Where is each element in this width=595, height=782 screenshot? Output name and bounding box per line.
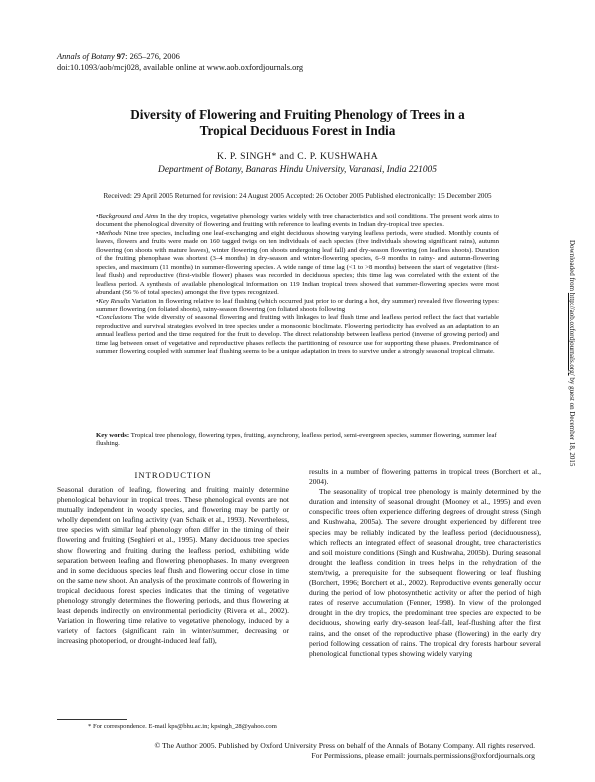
- paper-title: [60, 107, 535, 139]
- intro-right-paragraph-2: The seasonality of tropical tree phenology is mainly determined by the duration and intensity of seasonal drought (Mooney et al., 1995) and even conspecific trees often experience differing degrees of drought stress (Singh and Kushwaha, 2005a). The severe drought experienced by different tree species may be reliably indicated by the leafless period (deciduousness), which reflects an integrated effect of seasonal drought, tree characteristics and soil moisture conditions (Singh and Kushwaha, 2005b). During seasonal drought the leafless condition in trees helps in the rehydration of the stem/twig, a prerequisite for the subsequent flowering or leaf flushing (Borchert, 1996; Borchert et al., 2002). Reproductive events generally occur during the period of low photosynthetic activity or after the period of high rates of reserve accumulation (Fenner, 1998). In view of the prolonged drought in the dry tropics, the predominant tree species are expected to be deciduous, showing early dry-season leaf-fall, leaf-flushing after the first rains, and the onset of the reproductive phase (flowering) in the early dry period following cessation of rains. The tropical dry forests harbour several phenological functional types showing widely varying: [309, 487, 541, 658]
- section-heading-introduction: INTRODUCTION: [134, 470, 212, 480]
- abstract-conclusions-label: •Conclusions: [96, 314, 132, 322]
- intro-right-column: [309, 467, 541, 659]
- title-line-2: Tropical Deciduous Forest in India: [199, 123, 396, 138]
- authors: K. P. SINGH* and C. P. KUSHWAHA: [216, 151, 379, 162]
- abstract-conclusions: [96, 314, 499, 356]
- download-watermark: [568, 240, 576, 540]
- keywords-text: Tropical tree phenology, flowering types, fruiting, asynchrony, leafless period, semi-evergreen species, summer flowering, summer leaf flushing.: [96, 432, 497, 448]
- abstract: [96, 213, 499, 357]
- correspondence-footnote: * For correspondence. E-mail kps@bhu.ac.in; kpsingh_28@yahoo.com: [88, 723, 277, 730]
- journal-volume: 97: [116, 52, 126, 61]
- title-line-1: Diversity of Flowering and Fruiting Phenology of Trees in a: [130, 107, 465, 122]
- keywords: [96, 432, 499, 449]
- abstract-results-label: •Key Results: [96, 297, 131, 305]
- copyright-line-2: For Permissions, please email: journals.permissions@oxfordjournals.org: [311, 751, 535, 760]
- abstract-methods: [96, 230, 499, 298]
- keywords-label: Key words:: [96, 432, 130, 439]
- doi-line[interactable]: doi:10.1093/aob/mcj028, available online at www.aob.oxfordjournals.org: [57, 62, 304, 72]
- abstract-background-label: •Background and Aims: [96, 213, 159, 220]
- download-suffix: by guest on December 18, 2015: [568, 375, 576, 467]
- journal-name: Annals of Botany: [57, 52, 115, 61]
- abstract-results-text: Variation in flowering relative to leaf flushing (which occurred just prior to or during a hot, dry summer) revealed five flowering types: summer flowering (on foliated shoots), rainy-season flowering (on foliated shoots following: [96, 297, 499, 313]
- abstract-methods-text: Nine tree species, including one leaf-exchanging and eight deciduous showing varying leafless periods, were studied. Monthly counts of leaves, flowers and fruits were made on 160 tagged twigs on ten individuals of each species (five individuals showing significant rains), autumn flowering (on shoots with mature leaves), winter flowering (on shoots undergoing leaf fall) and dry-season flowering (on leafless shoots). Duration of the fruiting phenophase was shortest (3–4 months) in dry-season and winter-flowering species, 6–9 months in rainy- and autumn-flowering species, and maximum (11 months) in summer-flowering species. A wide range of time lag (<1 to >8 months) between the start of vegetative (first-leaf flush) and reproductive (first-visible flower) phases was recorded in deciduous species; this time lag was correlated with the extent of the leafless period. A synthesis of available phenological information on 119 Indian tropical trees showed that summer-flowering species were most abundant (56 % of total species) amongst the five types recognized.: [96, 229, 499, 297]
- affiliation: Department of Botany, Banaras Hindu University, Varanasi, India 221005: [158, 165, 437, 175]
- copyright-notice: [57, 741, 535, 761]
- intro-right-paragraph-1: results in a number of flowering patterns in tropical trees (Borchert et al., 2004).: [309, 467, 541, 487]
- copyright-line-1: © The Author 2005. Published by Oxford University Press on behalf of the Annals of Botany Company. All rights reserved.: [154, 741, 535, 750]
- abstract-background-text: In the dry tropics, vegetative phenology varies widely with tree characteristics and soil conditions. The present work aims to document the phenological diversity of flowering and fruiting with reference to leafing events in Indian dry-tropical tree species.: [96, 213, 499, 229]
- download-link[interactable]: http://aob.oxfordjournals.org/: [568, 292, 576, 376]
- intro-left-column: [57, 485, 289, 647]
- journal-header: [57, 52, 303, 73]
- download-prefix: Downloaded from: [568, 240, 576, 293]
- abstract-results: [96, 298, 499, 315]
- publication-dates: Received: 29 April 2005 Returned for revision: 24 August 2005 Accepted: 26 October 2005 Published electronically: 15 December 2005: [103, 192, 492, 200]
- intro-left-paragraph: Seasonal duration of leafing, flowering and fruiting mainly determine phenological behaviour in tropical trees. These phenological events are not mutually independent in woody species, and flowering may be partly or wholly dependent on leafing activity (van Schaik et al., 1993). Nevertheless, tree species with similar leaf phenology often differ in the timing of their flowering and fruiting (Seghieri et al., 1995). Many deciduous tree species show flowering and fruiting during the leafless period, exhibiting wide separation between leafing and flowering phenophases. In many evergreen and in some deciduous species leaf flush and flowering occur close in time on the same new shoot. An analysis of the proximate controls of flowering in tropical deciduous forest species indicates that the timing of vegetative phenology strongly determines the flowering periods, and thus flowering at least depends indirectly on environmental periodicity (Rivera et al., 2002). Variation in flowering time relative to vegetative phenology, induced by a variety of factors (significant rain in winter/summer, decreasing or increasing photoperiod, or drought-induced leaf fall),: [57, 485, 289, 646]
- journal-pages: : 265–276, 2006: [125, 52, 180, 61]
- abstract-conclusions-text: The wide diversity of seasonal flowering and fruiting with linkages to leaf flush time and leafless period reflect the fact that variable reproductive and survival strategies evolved in tree species under a monsoonic bioclimate. Flowering periodicity has evolved as an adaptation to an annual leafless period and the time required for the fruit to develop. The direct relationship between leafless period (inverse of growing period) and time lag between onset of vegetative and reproductive phases reflects the partitioning of resource use for supporting these phases. Predominance of summer flowering coupled with summer leaf flushing seems to be a unique adaptation in trees to survive under a strongly seasonal tropical climate.: [96, 314, 499, 356]
- footnote-rule: [57, 719, 127, 720]
- abstract-methods-label: •Methods: [96, 229, 122, 237]
- abstract-background: [96, 213, 499, 230]
